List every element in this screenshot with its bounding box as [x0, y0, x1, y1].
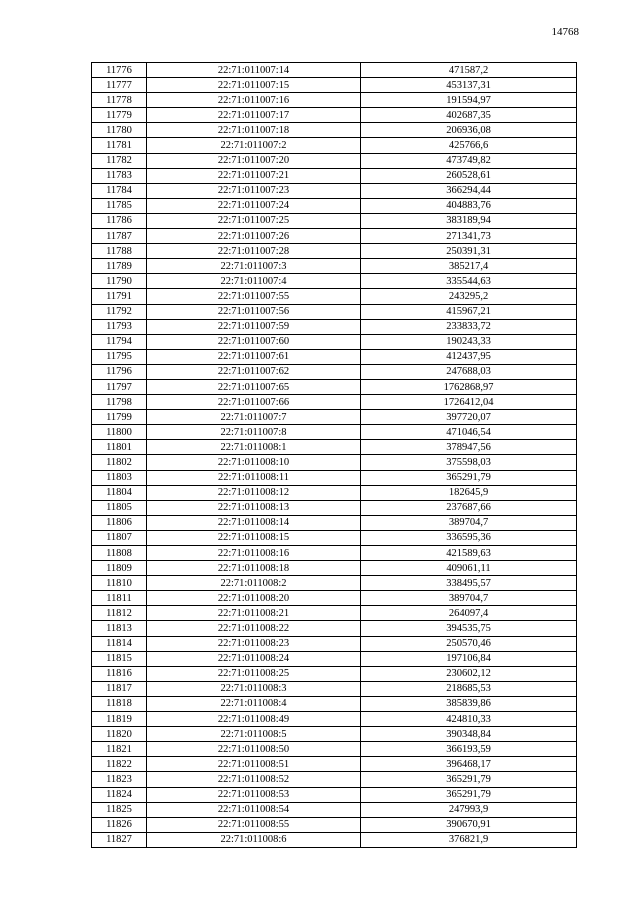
cadastral-number-cell: 22:71:011007:55: [147, 289, 361, 304]
cadastral-number-cell: 22:71:011007:65: [147, 379, 361, 394]
table-row: [92, 183, 577, 198]
cadastral-number-cell: 22:71:011008:11: [147, 470, 361, 485]
row-number-cell: 11798: [92, 395, 147, 410]
cadastral-value-cell: 397720,07: [361, 410, 577, 425]
table-row: [92, 591, 577, 606]
table-row: [92, 712, 577, 727]
cadastral-number-cell: 22:71:011007:66: [147, 395, 361, 410]
cadastral-number-cell: 22:71:011008:23: [147, 636, 361, 651]
row-number-cell: 11822: [92, 757, 147, 772]
cadastral-number-cell: 22:71:011007:25: [147, 213, 361, 228]
table-row: [92, 772, 577, 787]
row-number-cell: 11782: [92, 153, 147, 168]
table-row: [92, 787, 577, 802]
cadastral-number-cell: 22:71:011007:28: [147, 244, 361, 259]
cadastral-value-cell: 394535,75: [361, 621, 577, 636]
cadastral-value-cell: 182645,9: [361, 485, 577, 500]
cadastral-number-cell: 22:71:011007:2: [147, 138, 361, 153]
cadastral-number-cell: 22:71:011008:20: [147, 591, 361, 606]
cadastral-number-cell: 22:71:011008:22: [147, 621, 361, 636]
cadastral-value-cell: 376821,9: [361, 832, 577, 847]
row-number-cell: 11785: [92, 198, 147, 213]
table-row: [92, 832, 577, 847]
cadastral-value-cell: 335544,63: [361, 274, 577, 289]
cadastral-number-cell: 22:71:011007:61: [147, 349, 361, 364]
cadastral-number-cell: 22:71:011008:54: [147, 802, 361, 817]
row-number-cell: 11793: [92, 319, 147, 334]
row-number-cell: 11781: [92, 138, 147, 153]
row-number-cell: 11787: [92, 229, 147, 244]
cadastral-number-cell: 22:71:011008:5: [147, 727, 361, 742]
table-row: [92, 530, 577, 545]
table-row: [92, 379, 577, 394]
cadastral-value-cell: 250391,31: [361, 244, 577, 259]
table-row: [92, 244, 577, 259]
cadastral-value-cell: 375598,03: [361, 455, 577, 470]
cadastral-number-cell: 22:71:011008:15: [147, 530, 361, 545]
cadastral-number-cell: 22:71:011007:17: [147, 108, 361, 123]
cadastral-number-cell: 22:71:011008:3: [147, 681, 361, 696]
cadastral-number-cell: 22:71:011008:51: [147, 757, 361, 772]
table-row: [92, 153, 577, 168]
row-number-cell: 11816: [92, 666, 147, 681]
table-row: [92, 138, 577, 153]
cadastral-number-cell: 22:71:011007:24: [147, 198, 361, 213]
cadastral-value-cell: 264097,4: [361, 606, 577, 621]
cadastral-number-cell: 22:71:011007:26: [147, 229, 361, 244]
cadastral-value-cell: 402687,35: [361, 108, 577, 123]
cadastral-number-cell: 22:71:011008:10: [147, 455, 361, 470]
cadastral-value-cell: 336595,36: [361, 530, 577, 545]
row-number-cell: 11827: [92, 832, 147, 847]
table-row: [92, 63, 577, 78]
cadastral-number-cell: 22:71:011008:53: [147, 787, 361, 802]
cadastral-value-cell: 237687,66: [361, 500, 577, 515]
cadastral-number-cell: 22:71:011008:13: [147, 500, 361, 515]
cadastral-number-cell: 22:71:011007:18: [147, 123, 361, 138]
table-row: [92, 425, 577, 440]
cadastral-number-cell: 22:71:011007:8: [147, 425, 361, 440]
page-number: 14768: [551, 26, 579, 38]
cadastral-value-cell: 409061,11: [361, 561, 577, 576]
cadastral-value-cell: 260528,61: [361, 168, 577, 183]
cadastral-number-cell: 22:71:011007:15: [147, 78, 361, 93]
row-number-cell: 11791: [92, 289, 147, 304]
cadastral-value-cell: 191594,97: [361, 93, 577, 108]
row-number-cell: 11824: [92, 787, 147, 802]
table-row: [92, 213, 577, 228]
cadastral-number-cell: 22:71:011007:23: [147, 183, 361, 198]
table-row: [92, 546, 577, 561]
table-row: [92, 364, 577, 379]
row-number-cell: 11815: [92, 651, 147, 666]
table-row: [92, 93, 577, 108]
table-row: [92, 636, 577, 651]
cadastral-number-cell: 22:71:011008:24: [147, 651, 361, 666]
table-row: [92, 259, 577, 274]
cadastral-value-cell: 247993,9: [361, 802, 577, 817]
table-row: [92, 500, 577, 515]
table-row: [92, 168, 577, 183]
cadastral-number-cell: 22:71:011007:21: [147, 168, 361, 183]
row-number-cell: 11826: [92, 817, 147, 832]
row-number-cell: 11797: [92, 379, 147, 394]
cadastral-value-cell: 385839,86: [361, 696, 577, 711]
table-row: [92, 470, 577, 485]
cadastral-number-cell: 22:71:011008:6: [147, 832, 361, 847]
cadastral-value-cell: 366193,59: [361, 742, 577, 757]
cadastral-value-cell: 424810,33: [361, 712, 577, 727]
cadastral-value-cell: 1726412,04: [361, 395, 577, 410]
row-number-cell: 11783: [92, 168, 147, 183]
row-number-cell: 11806: [92, 515, 147, 530]
table-row: [92, 319, 577, 334]
row-number-cell: 11788: [92, 244, 147, 259]
table-body: [92, 63, 577, 848]
cadastral-value-cell: 338495,57: [361, 576, 577, 591]
cadastral-number-cell: 22:71:011008:4: [147, 696, 361, 711]
table-row: [92, 727, 577, 742]
cadastral-number-cell: 22:71:011008:25: [147, 666, 361, 681]
cadastral-value-cell: 415967,21: [361, 304, 577, 319]
table-row: [92, 515, 577, 530]
row-number-cell: 11786: [92, 213, 147, 228]
table-row: [92, 410, 577, 425]
table-row: [92, 123, 577, 138]
cadastral-value-cell: 190243,33: [361, 334, 577, 349]
table-row: [92, 229, 577, 244]
cadastral-value-cell: 412437,95: [361, 349, 577, 364]
row-number-cell: 11799: [92, 410, 147, 425]
cadastral-value-cell: 218685,53: [361, 681, 577, 696]
row-number-cell: 11780: [92, 123, 147, 138]
row-number-cell: 11796: [92, 364, 147, 379]
cadastral-number-cell: 22:71:011008:2: [147, 576, 361, 591]
cadastral-value-cell: 390670,91: [361, 817, 577, 832]
cadastral-value-cell: 396468,17: [361, 757, 577, 772]
row-number-cell: 11776: [92, 63, 147, 78]
table-row: [92, 198, 577, 213]
row-number-cell: 11808: [92, 546, 147, 561]
table-row: [92, 334, 577, 349]
row-number-cell: 11813: [92, 621, 147, 636]
cadastral-value-cell: 389704,7: [361, 515, 577, 530]
table-row: [92, 349, 577, 364]
row-number-cell: 11792: [92, 304, 147, 319]
cadastral-value-cell: 378947,56: [361, 440, 577, 455]
cadastral-value-cell: 247688,03: [361, 364, 577, 379]
cadastral-value-cell: 389704,7: [361, 591, 577, 606]
row-number-cell: 11803: [92, 470, 147, 485]
cadastral-value-cell: 425766,6: [361, 138, 577, 153]
table-row: [92, 666, 577, 681]
cadastral-number-cell: 22:71:011008:16: [147, 546, 361, 561]
cadastral-value-cell: 471587,2: [361, 63, 577, 78]
table-row: [92, 304, 577, 319]
table-row: [92, 561, 577, 576]
cadastral-number-cell: 22:71:011007:16: [147, 93, 361, 108]
cadastral-number-cell: 22:71:011007:14: [147, 63, 361, 78]
row-number-cell: 11819: [92, 712, 147, 727]
cadastral-value-cell: 271341,73: [361, 229, 577, 244]
cadastral-number-cell: 22:71:011007:60: [147, 334, 361, 349]
cadastral-value-cell: 473749,82: [361, 153, 577, 168]
cadastral-number-cell: 22:71:011008:1: [147, 440, 361, 455]
cadastral-number-cell: 22:71:011008:14: [147, 515, 361, 530]
table-row: [92, 395, 577, 410]
cadastral-value-cell: 243295,2: [361, 289, 577, 304]
row-number-cell: 11823: [92, 772, 147, 787]
row-number-cell: 11810: [92, 576, 147, 591]
table-row: [92, 621, 577, 636]
cadastral-number-cell: 22:71:011007:56: [147, 304, 361, 319]
row-number-cell: 11811: [92, 591, 147, 606]
table-row: [92, 576, 577, 591]
cadastral-value-cell: 206936,08: [361, 123, 577, 138]
table-row: [92, 742, 577, 757]
cadastral-value-cell: 385217,4: [361, 259, 577, 274]
cadastral-number-cell: 22:71:011007:7: [147, 410, 361, 425]
cadastral-value-cell: 365291,79: [361, 470, 577, 485]
table-row: [92, 651, 577, 666]
table-row: [92, 108, 577, 123]
row-number-cell: 11801: [92, 440, 147, 455]
row-number-cell: 11795: [92, 349, 147, 364]
row-number-cell: 11778: [92, 93, 147, 108]
cadastral-number-cell: 22:71:011008:21: [147, 606, 361, 621]
cadastral-number-cell: 22:71:011007:62: [147, 364, 361, 379]
cadastral-number-cell: 22:71:011008:18: [147, 561, 361, 576]
table-row: [92, 485, 577, 500]
row-number-cell: 11777: [92, 78, 147, 93]
cadastral-value-cell: 1762868,97: [361, 379, 577, 394]
table-row: [92, 289, 577, 304]
row-number-cell: 11807: [92, 530, 147, 545]
table-row: [92, 802, 577, 817]
table-row: [92, 274, 577, 289]
row-number-cell: 11789: [92, 259, 147, 274]
table-row: [92, 440, 577, 455]
row-number-cell: 11790: [92, 274, 147, 289]
cadastral-number-cell: 22:71:011008:55: [147, 817, 361, 832]
cadastral-number-cell: 22:71:011008:50: [147, 742, 361, 757]
table-row: [92, 696, 577, 711]
cadastral-number-cell: 22:71:011008:12: [147, 485, 361, 500]
cadastral-number-cell: 22:71:011007:4: [147, 274, 361, 289]
row-number-cell: 11817: [92, 681, 147, 696]
cadastral-value-cell: 230602,12: [361, 666, 577, 681]
cadastral-number-cell: 22:71:011008:49: [147, 712, 361, 727]
cadastral-value-cell: 365291,79: [361, 772, 577, 787]
row-number-cell: 11820: [92, 727, 147, 742]
row-number-cell: 11802: [92, 455, 147, 470]
cadastral-value-cell: 366294,44: [361, 183, 577, 198]
cadastral-value-cell: 453137,31: [361, 78, 577, 93]
cadastral-number-cell: 22:71:011007:20: [147, 153, 361, 168]
row-number-cell: 11784: [92, 183, 147, 198]
cadastral-value-cell: 250570,46: [361, 636, 577, 651]
row-number-cell: 11821: [92, 742, 147, 757]
table-row: [92, 757, 577, 772]
cadastral-value-cell: 197106,84: [361, 651, 577, 666]
row-number-cell: 11809: [92, 561, 147, 576]
row-number-cell: 11779: [92, 108, 147, 123]
row-number-cell: 11794: [92, 334, 147, 349]
table-row: [92, 78, 577, 93]
row-number-cell: 11804: [92, 485, 147, 500]
cadastral-number-cell: 22:71:011007:59: [147, 319, 361, 334]
row-number-cell: 11825: [92, 802, 147, 817]
cadastral-value-cell: 390348,84: [361, 727, 577, 742]
row-number-cell: 11805: [92, 500, 147, 515]
table-row: [92, 681, 577, 696]
cadastral-value-cell: 383189,94: [361, 213, 577, 228]
cadastral-number-cell: 22:71:011007:3: [147, 259, 361, 274]
cadastral-value-cell: 471046,54: [361, 425, 577, 440]
table-row: [92, 455, 577, 470]
cadastral-value-cell: 233833,72: [361, 319, 577, 334]
row-number-cell: 11818: [92, 696, 147, 711]
cadastral-value-table: [91, 62, 577, 848]
cadastral-value-cell: 365291,79: [361, 787, 577, 802]
row-number-cell: 11812: [92, 606, 147, 621]
cadastral-number-cell: 22:71:011008:52: [147, 772, 361, 787]
row-number-cell: 11800: [92, 425, 147, 440]
cadastral-value-cell: 404883,76: [361, 198, 577, 213]
row-number-cell: 11814: [92, 636, 147, 651]
cadastral-value-cell: 421589,63: [361, 546, 577, 561]
table-row: [92, 606, 577, 621]
table-row: [92, 817, 577, 832]
